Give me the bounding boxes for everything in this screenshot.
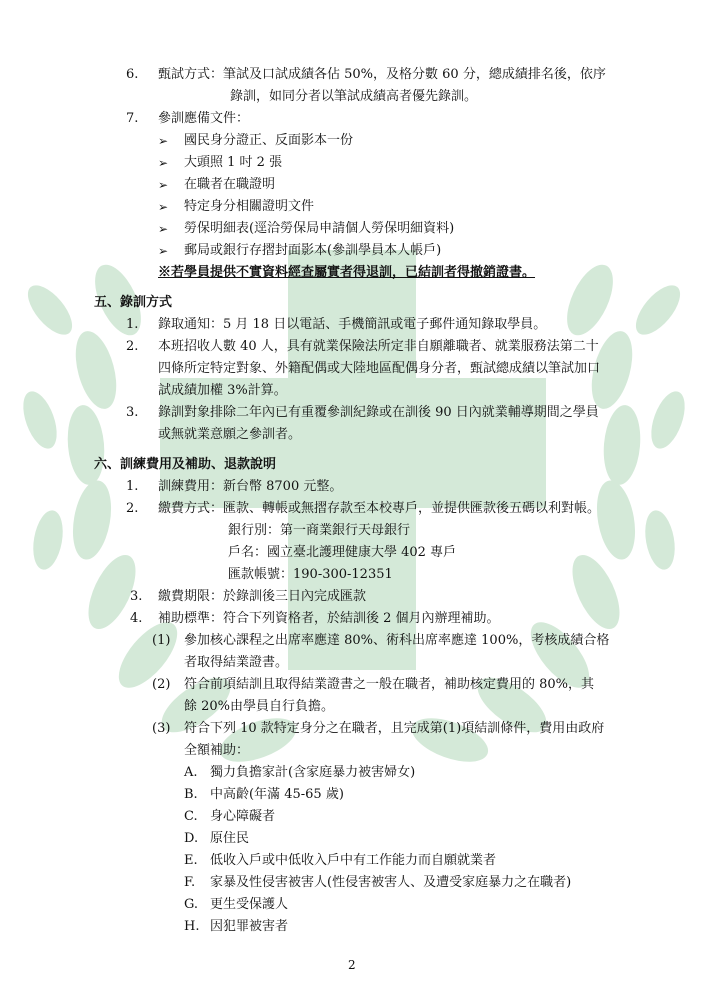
doc-list-item: 特定身分相關證明文件 — [184, 199, 315, 214]
doc-list-item: 勞保明細表(逕洽勞保局申請個人勞保明細資料) — [184, 221, 455, 236]
identity-text: 中高齡(年滿 45-65 歲) — [210, 787, 344, 802]
sub-item-line: 符合前項結訓且取得結業證書之一般在職者，補助核定費用的 80%，其 — [184, 677, 595, 692]
arrow-bullet-icon: ➢ — [158, 200, 169, 214]
arrow-bullet-icon: ➢ — [158, 222, 169, 236]
sub-item-number: (1) — [152, 633, 171, 648]
sub-item-number: (2) — [152, 677, 171, 692]
subsidy-standard-line: 補助標準：符合下列資格者，於結訓後 2 個月內辦理補助。 — [158, 611, 500, 626]
item-number: 7. — [126, 111, 139, 126]
identity-letter: D. — [184, 831, 199, 846]
account-number: 匯款帳號：190-300-12351 — [228, 567, 393, 582]
payment-method-line: 繳費方式：匯款、轉帳或無摺存款至本校專戶，並提供匯款後五碼以利對帳。 — [158, 501, 601, 516]
payment-deadline-line: 繳費期限：於錄訓後三日內完成匯款 — [158, 589, 367, 604]
arrow-bullet-icon: ➢ — [158, 244, 169, 258]
item-number: 2. — [126, 339, 139, 354]
training-fee-line: 訓練費用：新台幣 8700 元整。 — [158, 479, 343, 494]
arrow-bullet-icon: ➢ — [158, 156, 169, 170]
sub-item-line: 全額補助： — [184, 743, 250, 758]
identity-letter: B. — [184, 787, 198, 802]
identity-letter: H. — [184, 919, 200, 934]
section-heading: 五、錄訓方式 — [94, 295, 173, 310]
sub-item-line: 者取得結業證書。 — [184, 655, 289, 670]
item7-title: 參訓應備文件： — [158, 111, 250, 126]
identity-letter: F. — [184, 875, 196, 890]
account-name: 戶名：國立臺北護理健康大學 402 專戶 — [228, 545, 457, 560]
identity-text: 獨力負擔家計(含家庭暴力被害婦女) — [210, 765, 416, 780]
identity-letter: C. — [184, 809, 198, 824]
notice-text: ※若學員提供不實資料經查屬實者得退訓，已結訓者得撤銷證書。 — [158, 265, 536, 280]
section5-item1-line: 錄取通知：5 月 18 日以電話、手機簡訊或電子郵件通知錄取學員。 — [158, 317, 547, 332]
identity-text: 身心障礙者 — [210, 809, 276, 824]
identity-letter: G. — [184, 897, 199, 912]
bank-name: 銀行別：第一商業銀行天母銀行 — [228, 523, 411, 538]
doc-list-item: 國民身分證正、反面影本一份 — [184, 133, 354, 148]
identity-text: 家暴及性侵害被害人(性侵害被害人、及遭受家庭暴力之在職者) — [210, 875, 572, 890]
sub-item-number: (3) — [152, 721, 171, 736]
identity-text: 因犯罪被害者 — [210, 919, 289, 934]
section5-item2-line: 試成績加權 3%計算。 — [158, 383, 287, 398]
doc-list-item: 大頭照 1 吋 2 張 — [184, 155, 283, 170]
item-number: 1. — [126, 317, 139, 332]
sub-item-line: 參加核心課程之出席率應達 80%、術科出席率應達 100%，考核成績合格 — [184, 633, 610, 648]
item-number: 1. — [126, 479, 139, 494]
identity-letter: E. — [184, 853, 198, 868]
identity-text: 更生受保護人 — [210, 897, 289, 912]
arrow-bullet-icon: ➢ — [158, 178, 169, 192]
item6-line1: 甄試方式：筆試及口試成績各佔 50%，及格分數 60 分，總成績排名後，依序 — [158, 67, 606, 82]
identity-text: 低收入戶或中低收入戶中有工作能力而自願就業者 — [210, 853, 497, 868]
item-number: 6. — [126, 67, 139, 82]
page-number: 2 — [348, 958, 356, 972]
sub-item-line: 餘 20%由學員自行負擔。 — [184, 699, 335, 714]
item-number: 4. — [130, 611, 143, 626]
section5-item3-line: 或無就業意願之參訓者。 — [158, 427, 302, 442]
item-number: 3. — [126, 405, 139, 420]
item6-line2: 錄訓，如同分者以筆試成績高者優先錄訓。 — [230, 89, 478, 104]
item-number: 3. — [130, 589, 143, 604]
identity-letter: A. — [184, 765, 198, 780]
section5-item3-line: 錄訓對象排除二年內已有重覆參訓紀錄或在訓後 90 日內就業輔導期間之學員 — [158, 405, 599, 420]
doc-list-item: 在職者在職證明 — [184, 177, 276, 192]
section5-item2-line: 四條所定特定對象、外籍配偶或大陸地區配偶身分者，甄試總成績以筆試加口 — [158, 361, 601, 376]
section5-item2-line: 本班招收人數 40 人，具有就業保險法所定非自願離職者、就業服務法第二十 — [158, 339, 599, 354]
doc-list-item: 郵局或銀行存摺封面影本(參訓學員本人帳戶) — [184, 243, 442, 258]
arrow-bullet-icon: ➢ — [158, 134, 169, 148]
item-number: 2. — [126, 501, 139, 516]
section-heading: 六、訓練費用及補助、退款說明 — [94, 457, 277, 472]
identity-text: 原住民 — [210, 831, 250, 846]
sub-item-line: 符合下列 10 款特定身分之在職者，且完成第(1)項結訓條件，費用由政府 — [184, 721, 605, 736]
